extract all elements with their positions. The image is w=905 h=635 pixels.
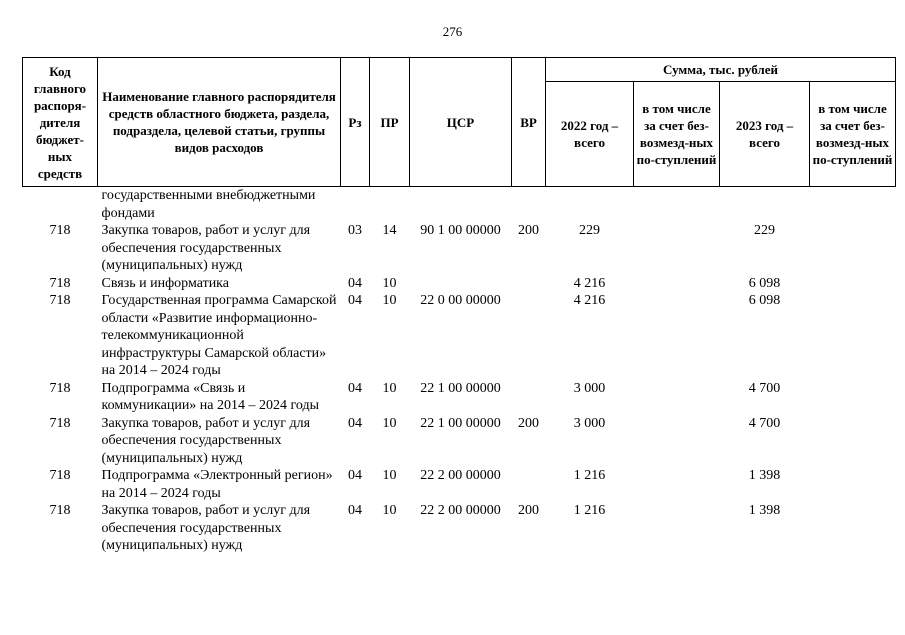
cell-code: 718 [49,380,71,396]
cell-pr: 10 [382,380,397,396]
cell-name: Государственная программа Самарской области «Развитие информационно-телекоммуникационной инфраструктуры Самарской области» на 2014 – 2024 годы [101,293,337,378]
cell-2022-free [634,380,720,415]
cell-2023-free [810,467,896,502]
cell-vr [512,292,546,380]
cell-code: 718 [49,503,71,518]
cell-2022-total: 3 000 [573,380,606,396]
header-name: Наименование главного распорядителя средств областного бюджета, раздела, подраздела, целевой статьи, группы видов расходов [98,58,341,187]
cell-vr: 200 [518,415,539,431]
cell-rz: 04 [348,503,362,518]
cell-rz: 04 [348,415,362,431]
cell-pr: 14 [382,223,397,238]
header-2022-total: 2022 год – всего [546,82,634,187]
cell-rz: 04 [348,293,362,308]
cell-2023-total: 229 [754,223,775,238]
cell-csr: 22 0 00 00000 [420,293,501,308]
cell-name: Связь и информатика [101,275,229,291]
cell-name: Закупка товаров, работ и услуг для обеспечения государственных (муниципальных) нужд [101,415,311,466]
cell-vr: 200 [518,223,539,238]
cell-2022-total: 1 216 [573,468,606,483]
cell-pr: 10 [382,503,397,518]
cell-rz: 03 [348,223,362,238]
cell-code [23,187,98,223]
table-header [23,58,896,187]
cell-2022-free [634,292,720,380]
cell-vr [512,275,546,293]
cell-name: Подпрограмма «Связь и коммуникации» на 2014 – 2024 годы [101,380,320,413]
cell-pr: 10 [382,468,397,483]
cell-vr: 200 [518,503,539,518]
cell-2023-free [810,502,896,555]
table-row [23,292,896,380]
header-2023-total: 2023 год – всего [720,82,810,187]
cell-vr [512,467,546,502]
cell-2022-free [634,502,720,555]
cell-name: государственными внебюджетными фондами [101,188,316,221]
cell-2023-free [810,222,896,275]
cell-vr [512,380,546,415]
cell-2022-total: 3 000 [573,415,606,431]
cell-2022-total: 4 216 [573,293,606,308]
cell-2022-free [634,275,720,293]
table-row [23,222,896,275]
table-row [23,380,896,415]
cell-csr: 22 1 00 00000 [420,415,501,431]
cell-2023-free [810,380,896,415]
cell-2023-total: 4 700 [748,380,781,396]
cell-rz: 04 [348,468,362,483]
cell-2023-total: 6 098 [748,293,781,308]
cell-csr [410,275,512,293]
cell-rz [341,187,370,223]
cell-2023-free [810,415,896,468]
header-2023-free: в том числе за счет без-возмезд-ных по-ступлений [810,82,896,187]
cell-rz: 04 [348,380,362,396]
cell-name: Подпрограмма «Электронный регион» на 2014 – 2024 годы [101,468,333,501]
header-code: Код главного распоря-дителя бюджет-ных средств [23,58,98,187]
cell-2023-total: 6 098 [748,275,781,291]
cell-2022-free [634,222,720,275]
cell-code: 718 [49,223,71,238]
cell-2022-total: 1 216 [573,503,606,518]
table-row [23,467,896,502]
cell-2022-total [546,187,634,223]
cell-2023-total: 1 398 [748,503,781,518]
header-csr: ЦСР [410,58,512,187]
cell-2023-free [810,292,896,380]
cell-csr [410,187,512,223]
cell-2022-total: 229 [579,223,600,238]
header-vr: ВР [512,58,546,187]
cell-2022-total: 4 216 [573,275,606,291]
cell-code: 718 [49,415,71,431]
header-pr: ПР [370,58,410,187]
cell-2022-free [634,187,720,223]
table-row [23,275,896,293]
cell-code: 718 [49,293,71,308]
cell-2023-free [810,275,896,293]
cell-rz: 04 [348,275,362,291]
cell-vr [512,187,546,223]
header-rz: Рз [341,58,370,187]
cell-pr: 10 [382,293,397,308]
table-body [23,187,896,555]
budget-table [22,57,896,555]
table-row [23,415,896,468]
cell-code: 718 [49,275,71,291]
table-row [23,187,896,223]
cell-2023-total: 4 700 [748,415,781,431]
cell-name: Закупка товаров, работ и услуг для обеспечения государственных (муниципальных) нужд [101,223,311,273]
cell-pr [370,187,410,223]
cell-2023-total: 1 398 [748,468,781,483]
cell-name: Закупка товаров, работ и услуг для обеспечения государственных (муниципальных) нужд [101,503,311,553]
cell-code: 718 [49,468,71,483]
budget-table-container [22,57,895,555]
cell-pr: 10 [382,275,397,291]
cell-pr: 10 [382,415,397,431]
page-number: 276 [442,24,463,39]
cell-2023-free [810,187,896,223]
cell-csr: 22 2 00 00000 [420,468,501,483]
cell-2022-free [634,467,720,502]
table-row [23,502,896,555]
header-2022-free: в том числе за счет без-возмезд-ных по-ступлений [634,82,720,187]
cell-csr: 90 1 00 00000 [420,223,501,238]
cell-csr: 22 2 00 00000 [420,503,501,518]
header-sum-group: Сумма, тыс. рублей [546,58,896,82]
cell-csr: 22 1 00 00000 [420,380,501,396]
cell-2022-free [634,415,720,468]
cell-2023-total [720,187,810,223]
